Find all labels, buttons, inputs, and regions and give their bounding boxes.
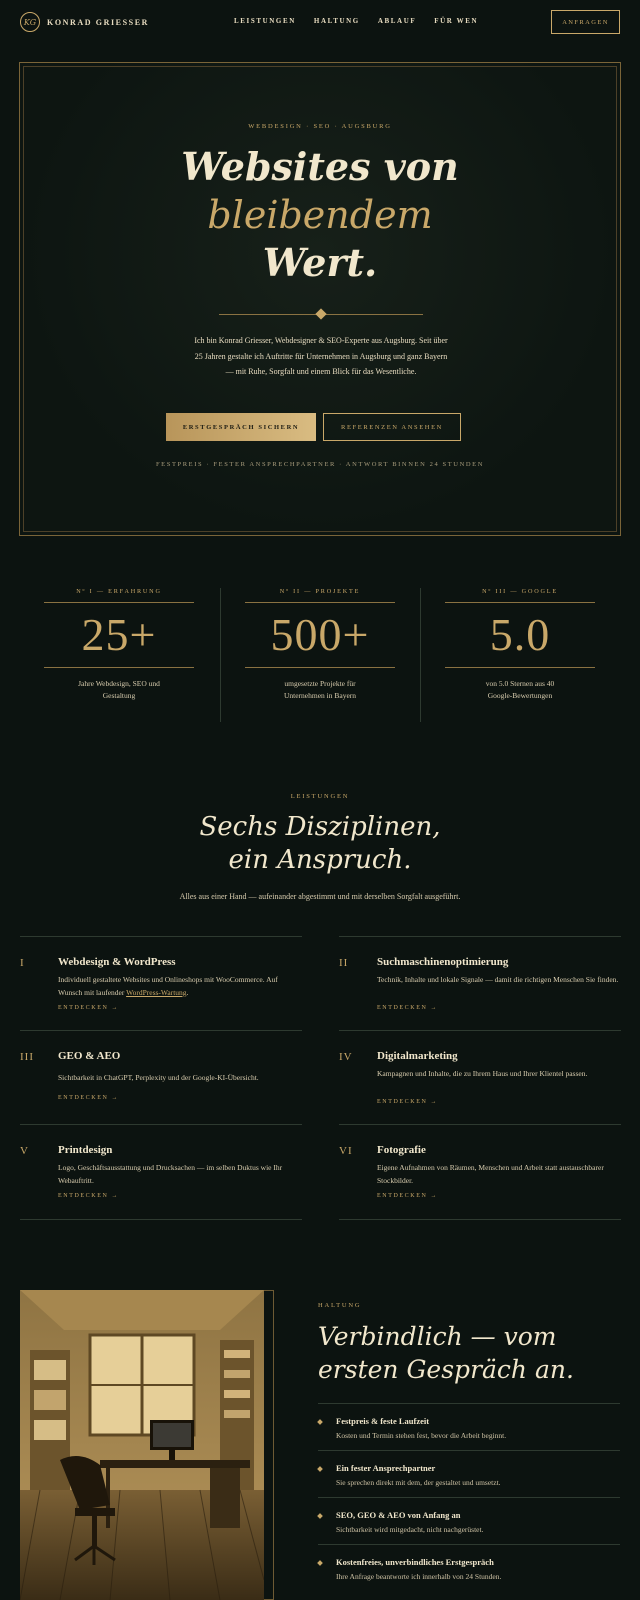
nav-item-fuer-wen[interactable]: FÜR WEN — [434, 17, 479, 25]
service-title: Webdesign & WordPress — [58, 956, 176, 968]
stat-line-bottom — [445, 667, 595, 668]
service-fotografie[interactable] — [339, 1124, 621, 1218]
service-title: Digitalmarketing — [377, 1050, 458, 1062]
service-desc-end: . — [186, 988, 189, 997]
services-title-line1: Sechs Disziplinen, — [199, 812, 441, 842]
service-title: Suchmaschinenoptimierung — [377, 956, 509, 968]
hero-title-line1: Websites von — [181, 144, 459, 189]
service-number: VI — [339, 1145, 353, 1157]
services-title-line2: ein Anspruch. — [228, 845, 412, 875]
haltung-title — [318, 1320, 618, 1386]
services-title — [0, 811, 640, 877]
stat-separator — [420, 588, 421, 722]
feature-item — [318, 1497, 620, 1544]
office-photo — [20, 1290, 264, 1600]
stat-separator — [220, 588, 221, 722]
services-eyebrow: LEISTUNGEN — [290, 793, 350, 800]
referenzen-button[interactable]: REFERENZEN ANSEHEN — [323, 413, 461, 441]
entdecken-link[interactable]: ENTDECKEN → — [377, 1193, 439, 1199]
logo-text: KONRAD GRIESSER — [47, 17, 150, 27]
diamond-bullet-icon — [317, 1560, 323, 1566]
hero-section — [19, 62, 621, 536]
diamond-bullet-icon — [317, 1419, 323, 1425]
feature-desc: Ihre Anfrage beantworte ich innerhalb von 24 Stunden. — [336, 1572, 502, 1581]
feature-item — [318, 1544, 620, 1591]
stat-projekte — [245, 588, 395, 702]
feature-title: Kostenfreies, unverbindliches Erstgespräch — [336, 1557, 494, 1567]
logo[interactable] — [20, 12, 149, 32]
hero-note: FESTPREIS · FESTER ANSPRECHPARTNER · ANTWORT BINNEN 24 STUNDEN — [155, 461, 485, 468]
haltung-title-line2: ersten Gespräch an. — [318, 1355, 574, 1384]
divider — [20, 1219, 302, 1220]
hero-text: Ich bin Konrad Griesser, Webdesigner & SEO-Experte aus Augsburg. Seit über 25 Jahren gestalte ich Auftritte für Unternehmen in Augsburg und ganz Bayern — mit Ruhe, Sorgfalt und einem Blick für das Wesentliche. — [194, 336, 448, 376]
entdecken-link[interactable]: ENTDECKEN → — [58, 1005, 120, 1011]
stat-desc: von 5.0 Sternen aus 40 Google-Bewertungen — [485, 679, 555, 700]
stat-value: 500+ — [270, 609, 370, 660]
stat-label: Nº I — ERFAHRUNG — [76, 588, 162, 595]
service-number: IV — [339, 1051, 353, 1063]
feature-item — [318, 1403, 620, 1450]
stat-line-bottom — [44, 667, 194, 668]
feature-item — [318, 1450, 620, 1497]
haltung-eyebrow: HALTUNG — [318, 1302, 362, 1309]
feature-title: Ein fester Ansprechpartner — [336, 1463, 436, 1473]
stat-value: 25+ — [81, 609, 157, 660]
service-title: GEO & AEO — [58, 1050, 121, 1062]
stat-line-bottom — [245, 667, 395, 668]
hero-title-line2: bleibendem — [207, 193, 433, 237]
hero-title — [20, 143, 620, 287]
nav-item-leistungen[interactable]: LEISTUNGEN — [234, 17, 296, 25]
entdecken-link[interactable]: ENTDECKEN → — [58, 1095, 120, 1101]
haltung-title-line1: Verbindlich — vom — [318, 1322, 557, 1351]
stat-label: Nº III — GOOGLE — [482, 588, 558, 595]
logo-mark: KG — [20, 12, 40, 32]
anfragen-button[interactable]: ANFRAGEN — [551, 10, 620, 34]
feature-title: Festpreis & feste Laufzeit — [336, 1416, 430, 1426]
diamond-bullet-icon — [317, 1513, 323, 1519]
service-title: Printdesign — [58, 1144, 113, 1156]
service-printdesign[interactable] — [20, 1124, 302, 1218]
diamond-bullet-icon — [317, 1466, 323, 1472]
entdecken-link[interactable]: ENTDECKEN → — [58, 1193, 120, 1199]
service-number: I — [20, 957, 25, 969]
nav-item-haltung[interactable]: HALTUNG — [313, 17, 360, 25]
service-number: III — [20, 1051, 34, 1063]
stat-desc: Jahre Webdesign, SEO und Gestaltung — [78, 679, 160, 700]
service-number: V — [20, 1145, 29, 1157]
service-desc: Eigene Aufnahmen von Räumen, Menschen und Arbeit statt austauschbarer Stockbilder. — [377, 1163, 604, 1185]
entdecken-link[interactable]: ENTDECKEN → — [377, 1099, 439, 1105]
site-header — [0, 0, 640, 44]
stat-desc: umgesetzte Projekte für Unternehmen in Bayern — [283, 679, 357, 700]
service-seo[interactable] — [339, 936, 621, 1030]
stat-google — [445, 588, 595, 702]
service-desc — [58, 973, 302, 999]
services-subtitle: Alles aus einer Hand — aufeinander abgestimmt und mit derselben Sorgfalt ausgeführt. — [179, 892, 461, 901]
service-title: Fotografie — [377, 1144, 426, 1156]
nav-item-ablauf[interactable]: ABLAUF — [377, 17, 417, 25]
stat-erfahrung — [44, 588, 194, 702]
stat-value: 5.0 — [489, 609, 551, 660]
service-geo-aeo[interactable] — [20, 1030, 302, 1124]
service-webdesign[interactable] — [20, 936, 302, 1030]
feature-desc: Kosten und Termin stehen fest, bevor die Arbeit beginnt. — [336, 1431, 507, 1440]
divider — [339, 1219, 621, 1220]
service-desc-text: Individuell gestaltete Websites und Onlineshops mit WooCommerce. Auf Wunsch mit laufender — [58, 975, 278, 997]
service-desc: Sichtbarkeit in ChatGPT, Perplexity und der Google-KI-Übersicht. — [58, 1073, 259, 1082]
service-desc: Logo, Geschäftsausstattung und Drucksachen — im selben Duktus wie Ihr Webauftritt. — [58, 1163, 283, 1185]
feature-title: SEO, GEO & AEO von Anfang an — [336, 1510, 461, 1520]
office-illustration — [20, 1290, 264, 1600]
hero-eyebrow: WEBDESIGN · SEO · AUGSBURG — [248, 123, 392, 130]
feature-desc: Sie sprechen direkt mit dem, der gestaltet und umsetzt. — [336, 1478, 501, 1487]
stat-label: Nº II — PROJEKTE — [279, 588, 361, 595]
entdecken-link[interactable]: ENTDECKEN → — [377, 1005, 439, 1011]
wordpress-wartung-link[interactable]: WordPress-Wartung — [126, 988, 187, 997]
service-desc: Kampagnen und Inhalte, die zu Ihrem Haus und Ihrer Klientel passen. — [377, 1069, 588, 1078]
erstgespraech-button[interactable]: ERSTGESPRÄCH SICHERN — [166, 413, 316, 441]
service-number: II — [339, 957, 349, 969]
main-nav — [234, 17, 496, 25]
service-desc: Technik, Inhalte und lokale Signale — damit die richtigen Menschen Sie finden. — [377, 975, 619, 984]
service-digitalmarketing[interactable] — [339, 1030, 621, 1124]
feature-desc: Sichtbarkeit wird mitgedacht, nicht nachgerüstet. — [336, 1525, 484, 1534]
hero-title-line3: Wert. — [262, 240, 378, 285]
